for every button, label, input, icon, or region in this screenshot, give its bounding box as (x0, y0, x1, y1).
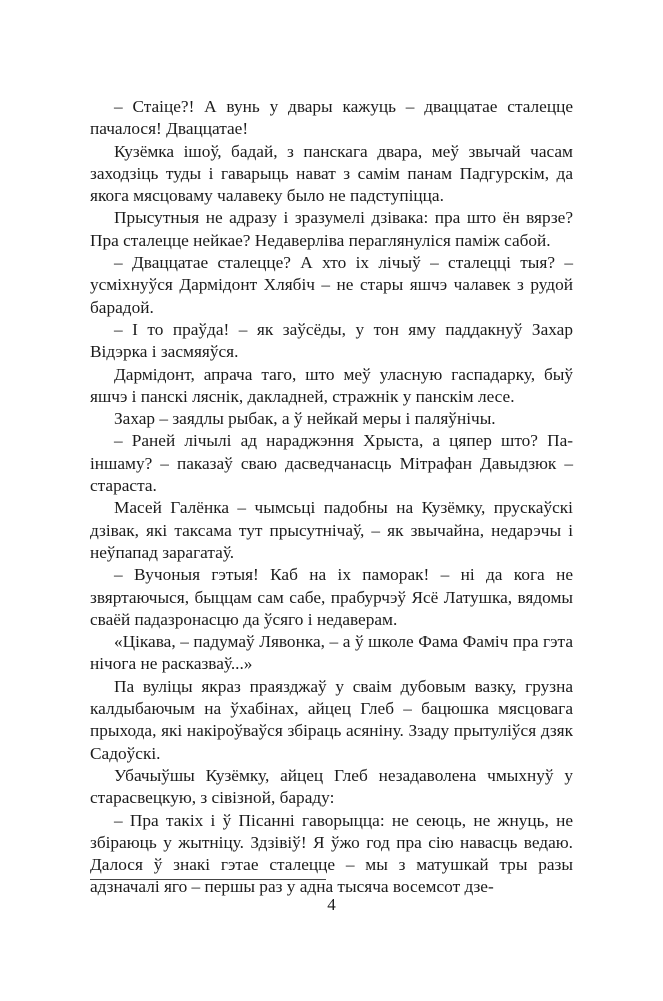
paragraph: Кузёмка ішоў, бадай, з панскага двара, меў звычай часам заходзіць туды і гаварыць нават з самім панам Падгурскім, да якога мясцоваму чалавеку было не падступіцца. (90, 141, 573, 206)
paragraph: – Вучоныя гэтыя! Каб на іх паморак! – ні да кога не звяртаючыся, быццам сам сабе, прабурчэў Ясё Латушка, вядомы сваёй падазронасцю да ўсяго і недаверам. (90, 565, 573, 629)
paragraph: – Пра такіх і ў Пісанні гаворыцца: не сеюць, не жнуць, не збіраюць у жытніцу. Здзівіў! Я ўжо год пра сію навасць ведаю. Далося ў знакі гэтае сталецце – мы з матушкай тры разы адзначалі яго – першы раз у адна тысяча восемсот дзе- (90, 810, 573, 897)
body-text (90, 96, 573, 899)
paragraph: Па вуліцы якраз праязджаў у сваім дубовым вазку, грузна калдыбаючым на ўхабінах, айцец Глеб – бацюшка мясцовага прыхода, які накіроўваўся збіраць асяніну. Ззаду прытуліўся дзяк Садоўскі. (90, 676, 573, 763)
paragraph: «Цікава, – падумаў Лявонка, – а ў школе Фама Фаміч пра гэта нічога не расказваў...» (90, 632, 573, 674)
page-number: 4 (327, 895, 336, 914)
paragraph: – Дваццатае сталецце? А хто іх лічыў – сталецці тыя? – усміхнуўся Дармідонт Хлябіч – не стары яшчэ чалавек з рудой барадой. (90, 253, 573, 317)
paragraph: Захар – заядлы рыбак, а ў нейкай меры і паляўнічы. (114, 409, 496, 429)
paragraph: – Раней лічылі ад нараджэння Хрыста, а цяпер што? Па-іншаму? – паказаў сваю дасведчанасць Мітрафан Давыдзюк – стараста. (90, 431, 573, 496)
footnote-divider (90, 879, 326, 880)
paragraph: Прысутныя не адразу і зразумелі дзівака: пра што ён вярзе? Пра сталецце нейкае? Недаверліва пераглянуліся паміж сабой. (90, 208, 573, 250)
paragraph: – І то праўда! – як заўсёды, у тон яму паддакнуў Захар Відэрка і засмяяўся. (90, 319, 573, 362)
paragraph: – Стаіце?! А вунь у двары кажуць – дваццатае сталецце пачалося! Дваццатае! (90, 97, 573, 139)
paragraph: Дармідонт, апрача таго, што меў уласную гаспадарку, быў яшчэ і панскі ляснік, дакладней, стражнік у панскім лесе. (90, 364, 573, 406)
paragraph: Убачыўшы Кузёмку, айцец Глеб незадаволена чмыхнуў у старасвецкую, з сівізной, бараду: (90, 765, 573, 808)
paragraph: Масей Галёнка – чымсьці падобны на Кузёмку, прускаўскі дзівак, які таксама тут прысутнічаў, – як звычайна, недарэчы і неўпапад зарагатаў. (90, 498, 573, 562)
